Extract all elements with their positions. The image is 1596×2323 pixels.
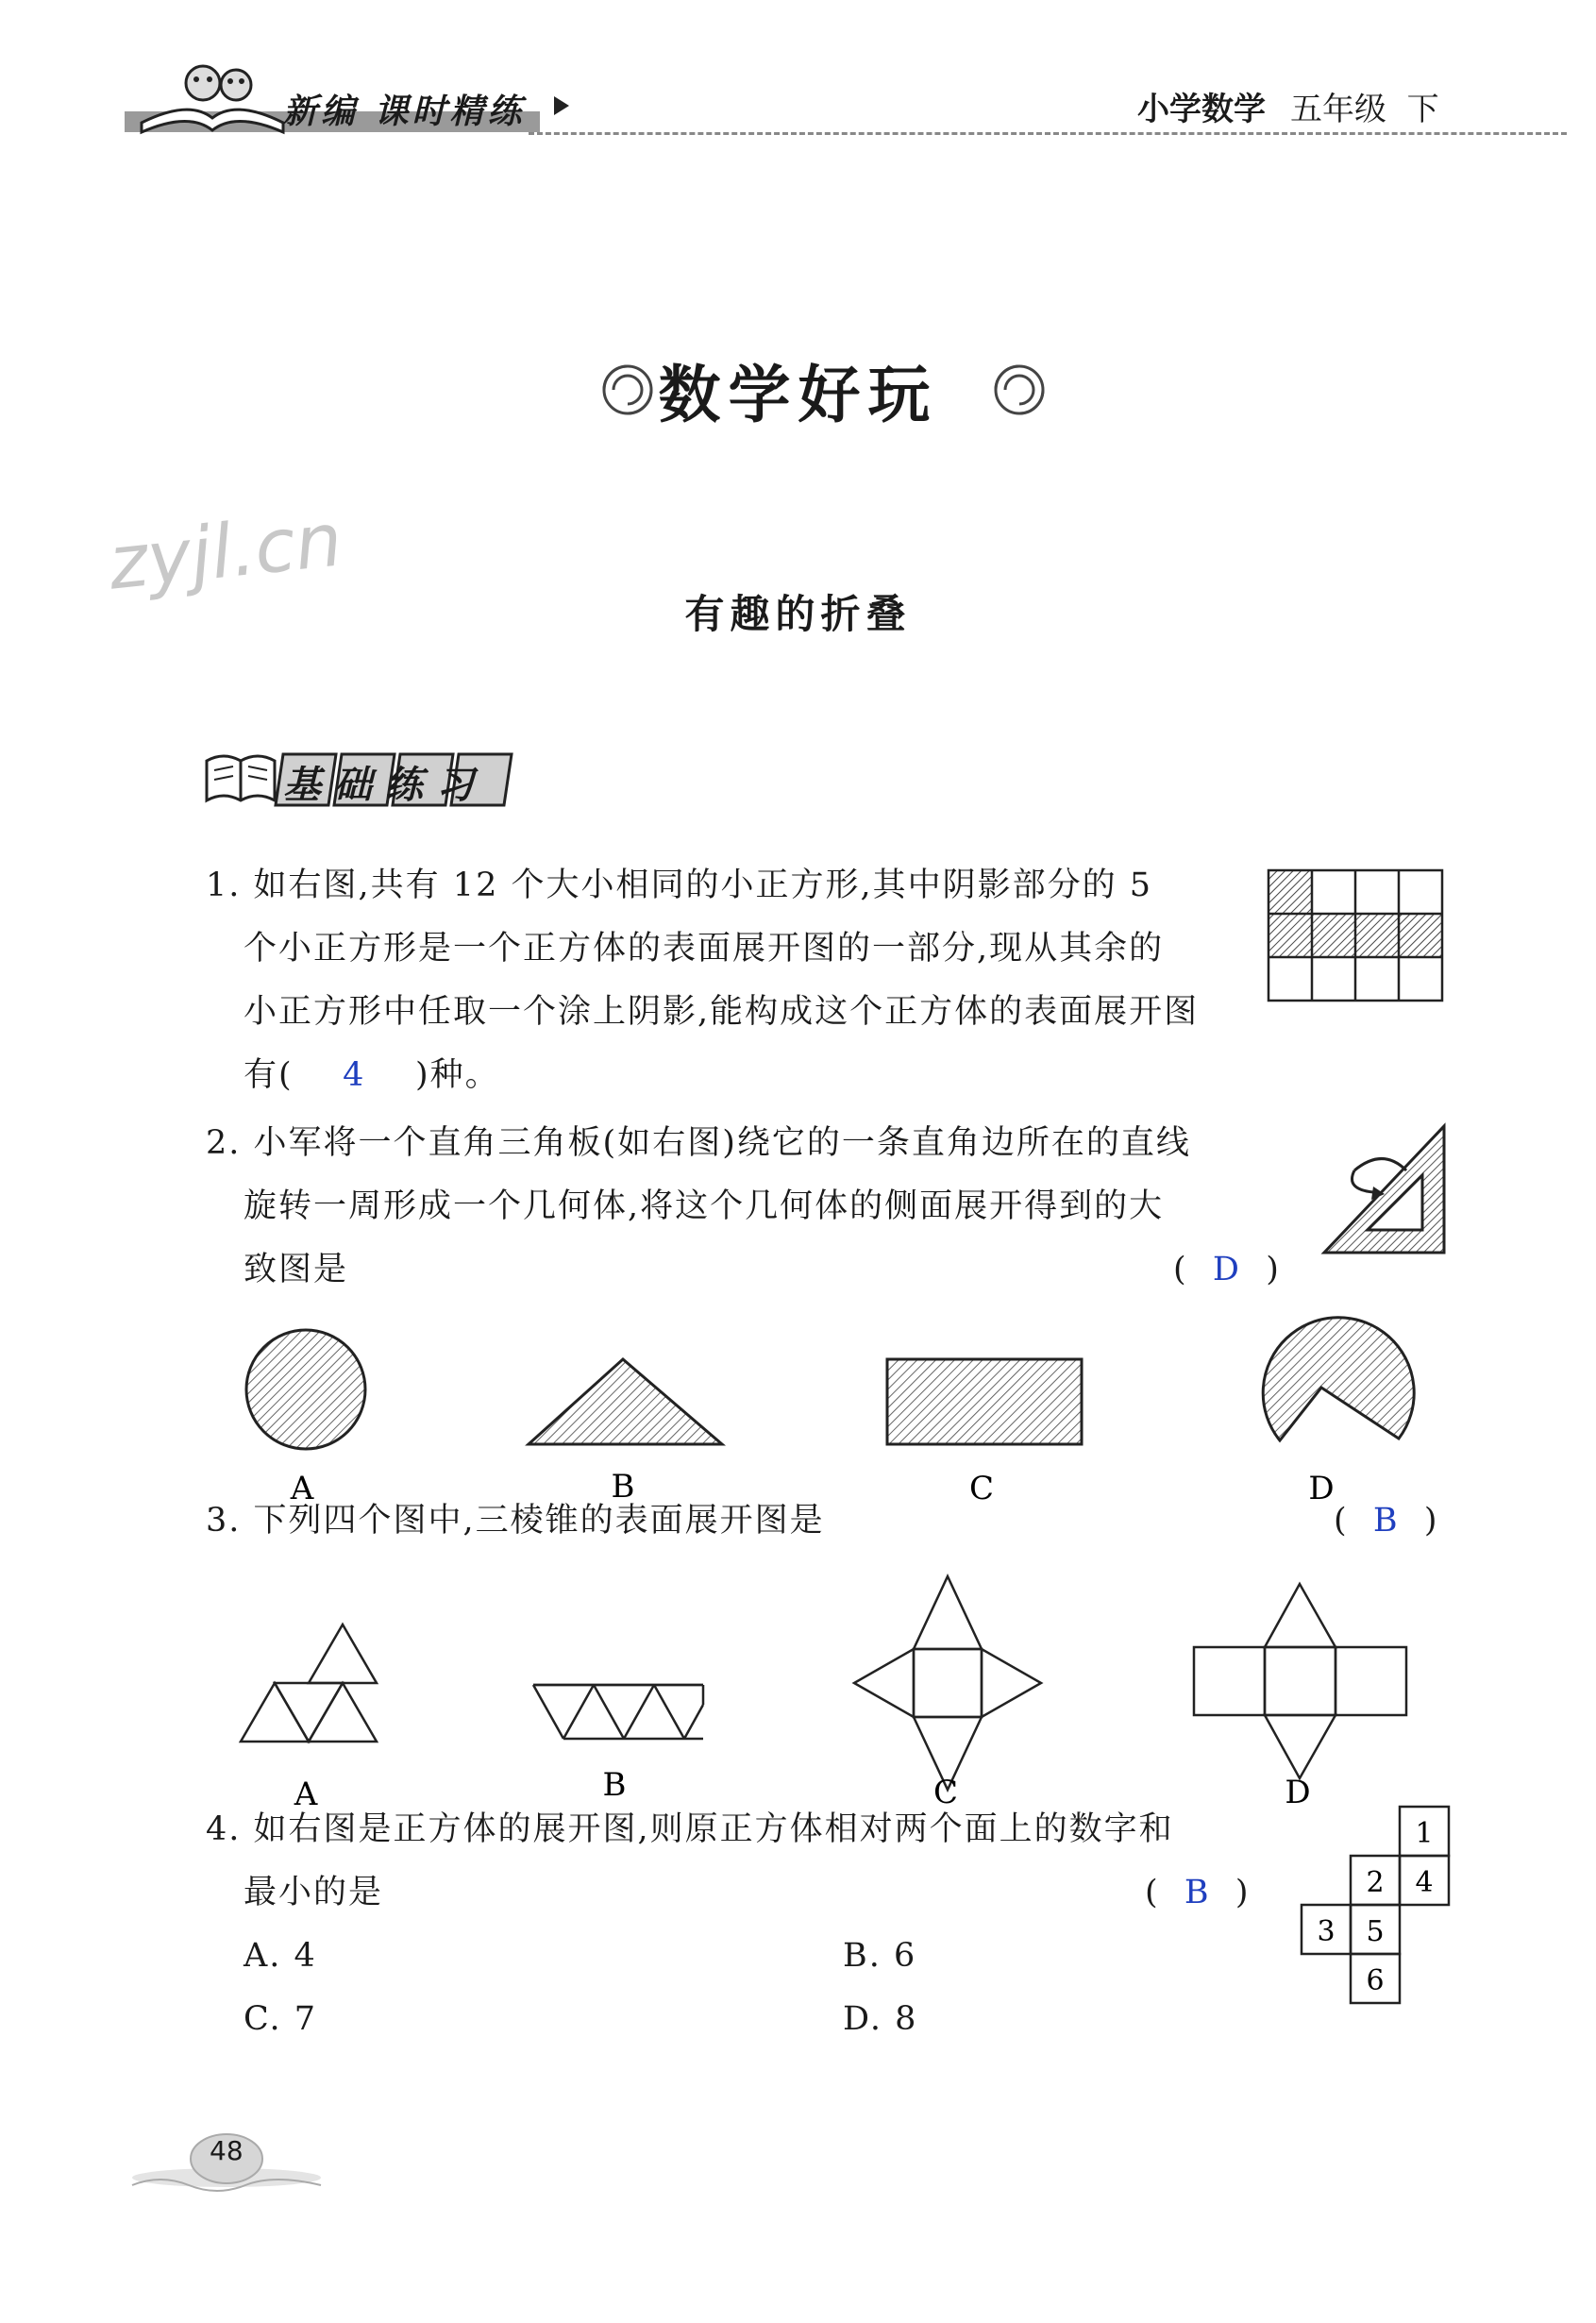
q2-triangle-ruler-figure	[1317, 1119, 1458, 1260]
q3-number: 3.	[206, 1502, 242, 1540]
q2-line-3: 致图是	[244, 1251, 349, 1288]
q3-line-1: 下列四个图中,三棱锥的表面展开图是	[253, 1502, 825, 1540]
q1-line-1: 如右图,共有 12 个大小相同的小正方形,其中阴影部分的 5	[253, 867, 1152, 904]
header-book-icon	[132, 47, 293, 142]
q1-grid-figure	[1265, 867, 1453, 1008]
q4-line-1: 如右图是正方体的展开图,则原正方体相对两个面上的数字和	[253, 1810, 1174, 1848]
q4-line-2: 最小的是	[244, 1874, 384, 1911]
q4-choice-b: B. 6	[843, 1937, 917, 1975]
volume: 下	[1406, 91, 1439, 128]
q1-line-3: 小正方形中任取一个涂上阴影,能构成这个正方体的表面展开图	[244, 993, 1200, 1031]
q3-options-figures	[227, 1557, 1416, 1812]
grade: 五年级	[1290, 91, 1386, 128]
net-number-3: 3	[1317, 1915, 1336, 1948]
q4-number: 4.	[206, 1810, 242, 1848]
header-divider	[529, 132, 1567, 135]
q2-number: 2.	[206, 1124, 242, 1162]
q4-choice-a: A. 4	[244, 1937, 317, 1975]
net-number-4: 4	[1415, 1866, 1434, 1899]
q2-option-d-sector	[1263, 1318, 1414, 1440]
subject: 小学数学	[1137, 91, 1266, 128]
q1-tail-after: )种。	[414, 1056, 500, 1094]
q2-label-c: C	[968, 1470, 995, 1507]
q1-tail-before: 有(	[244, 1056, 294, 1094]
q2-answer: D	[1212, 1251, 1241, 1288]
q2-option-a-circle	[246, 1330, 365, 1449]
q3-label-d: D	[1285, 1774, 1311, 1811]
open-book-icon	[203, 744, 278, 810]
q2-label-d: D	[1308, 1470, 1335, 1507]
q3-answer-box: ( B )	[1334, 1502, 1439, 1540]
q2-label-b: B	[611, 1468, 635, 1506]
q1-number: 1.	[206, 867, 242, 904]
net-number-6: 6	[1366, 1964, 1385, 1997]
q3-label-a: A	[294, 1776, 318, 1812]
q4-choice-c: C. 7	[244, 2000, 318, 2038]
net-number-1: 1	[1415, 1817, 1434, 1850]
question-3	[206, 1490, 1452, 1553]
q4-answer-box: ( B )	[1145, 1874, 1251, 1911]
q3-answer: B	[1372, 1502, 1400, 1540]
q2-line-1: 小军将一个直角三角板(如右图)绕它的一条直角边所在的直线	[253, 1124, 1191, 1162]
q2-line-2: 旋转一周形成一个几何体,将这个几何体的侧面展开得到的大	[244, 1187, 1165, 1225]
page-title: 数学好玩	[658, 359, 938, 431]
lesson-title: 有趣的折叠	[684, 591, 912, 637]
q4-cube-net-figure	[1288, 1803, 1458, 2011]
q2-answer-box: ( D )	[1173, 1251, 1281, 1288]
net-number-2: 2	[1366, 1866, 1385, 1899]
series-title: 新编 课时精练	[283, 93, 526, 131]
q3-label-c: C	[932, 1774, 959, 1811]
q2-option-b-triangle	[529, 1359, 722, 1444]
q4-answer: B	[1184, 1874, 1211, 1911]
q4-choice-d: D. 8	[843, 2000, 918, 2038]
page-number: 48	[210, 2135, 244, 2166]
q1-answer: 4	[343, 1056, 366, 1094]
net-number-5: 5	[1366, 1915, 1385, 1948]
question-2	[206, 1112, 1291, 1302]
header-arrow-icon	[552, 94, 571, 117]
q1-line-2: 个小正方形是一个正方体的表面展开图的一部分,现从其余的	[244, 930, 1165, 968]
q3-label-b: B	[602, 1766, 627, 1804]
watermark: zyjl.cn	[104, 497, 346, 607]
swirl-right-icon	[986, 357, 1052, 423]
header-right	[1137, 83, 1439, 129]
question-4	[206, 1798, 1253, 2051]
q2-options-figures	[208, 1312, 1453, 1520]
q2-option-c-rectangle	[887, 1359, 1082, 1444]
section-label: 基础练习	[283, 764, 487, 807]
q2-label-a: A	[290, 1470, 314, 1507]
question-1	[206, 854, 1253, 1107]
